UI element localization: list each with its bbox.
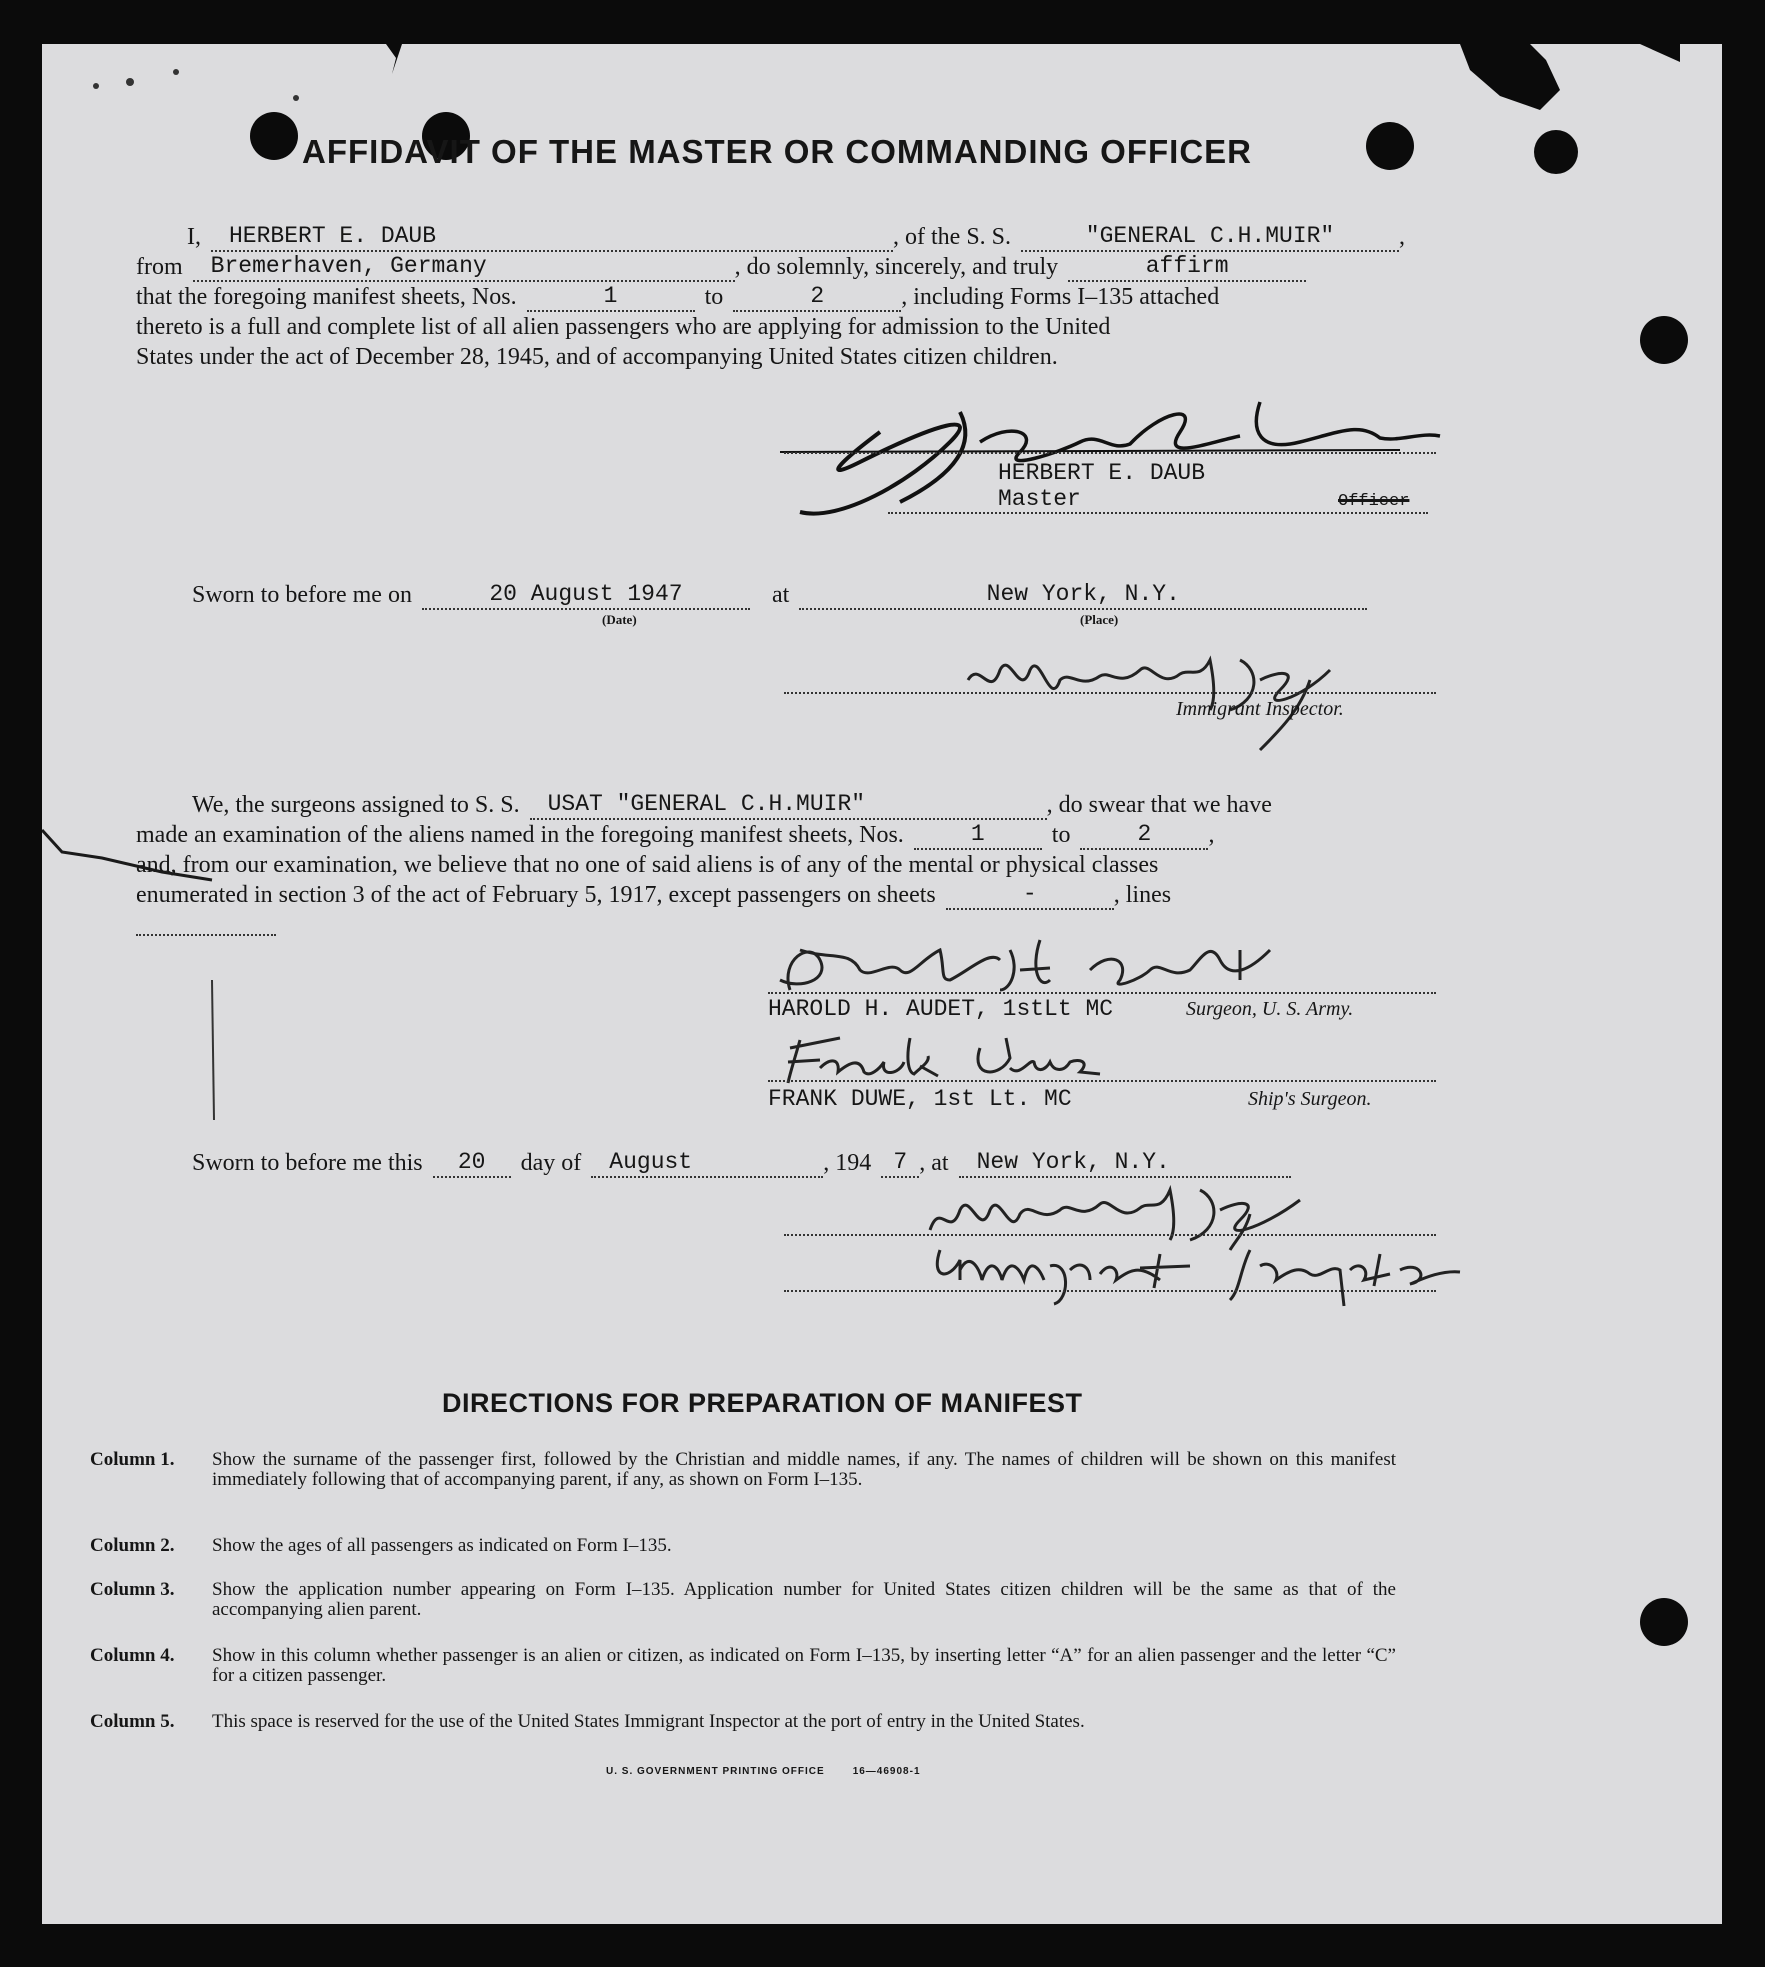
punch-hole (1640, 1598, 1688, 1646)
master-name-field: HERBERT E. DAUB (211, 223, 893, 252)
surgeon-2-signature-line (768, 1080, 1436, 1082)
direction-label: Column 4. (90, 1645, 175, 1666)
inspector-signature-2 (920, 1170, 1480, 1310)
direction-text: This space is reserved for the use of the United States Immigrant Inspector at the port of entry in the United States. (212, 1711, 1085, 1732)
direction-column-2 (90, 1536, 1396, 1556)
ship-name-field: "GENERAL C.H.MUIR" (1021, 223, 1399, 252)
origin-port-field: Bremerhaven, Germany (193, 253, 735, 282)
inspector-signature (960, 640, 1380, 750)
affidavit-line-5: States under the act of December 28, 1945, and of accompanying United States citizen children. (136, 344, 1058, 370)
affidavit-line-4: thereto is a full and complete list of all alien passengers who are applying for admission to the United (136, 314, 1111, 340)
master-signature-line (784, 452, 1436, 454)
surgeon-2-signature (780, 1028, 1140, 1088)
text: , do swear that we have (1046, 792, 1272, 818)
paper-tear (42, 800, 242, 1140)
text: made an examination of the aliens named in the foregoing manifest sheets, Nos. (136, 822, 904, 848)
direction-column-3 (90, 1580, 1396, 1620)
surgeon-1-caption: Surgeon, U. S. Army. (1186, 998, 1354, 1020)
text: , including Forms I–135 attached (901, 284, 1220, 310)
direction-text: Show the ages of all passengers as indicated on Form I–135. (212, 1535, 672, 1556)
text: I, (187, 224, 201, 250)
sworn-master-line (192, 580, 1367, 610)
text: Sworn to before me this (192, 1150, 423, 1176)
sworn-year-field: 7 (881, 1149, 919, 1178)
sworn-surgeons-place-field: New York, N.Y. (959, 1149, 1291, 1178)
affidavit-title: AFFIDAVIT OF THE MASTER OR COMMANDING OFFICER (302, 133, 1253, 170)
sworn-month-field: August (591, 1149, 823, 1178)
text: Sworn to before me on (192, 582, 412, 608)
direction-label: Column 5. (90, 1711, 175, 1732)
place-caption: (Place) (1080, 612, 1119, 627)
affidavit-line-2 (136, 252, 1306, 282)
text: from (136, 254, 183, 280)
direction-column-4 (90, 1646, 1396, 1686)
direction-column-1 (90, 1450, 1396, 1490)
text: to (704, 284, 724, 310)
directions-title: DIRECTIONS FOR PREPARATION OF MANIFEST (442, 1388, 1083, 1418)
form-number: 16—46908-1 (852, 1766, 921, 1777)
text: , (1399, 224, 1406, 250)
direction-text: Show in this column whether passenger is an alien or citizen, as indicated on Form I–135, by inserting letter “A” for an alien passenger and the letter “C” for a citizen passenger. (212, 1645, 1396, 1686)
inspector-title-line (784, 1290, 1436, 1292)
except-sheets-field: - (946, 881, 1114, 910)
footer (606, 1766, 921, 1777)
text: , do solemnly, sincerely, and truly (734, 254, 1059, 280)
sworn-day-field: 20 (433, 1149, 511, 1178)
date-caption: (Date) (602, 612, 637, 627)
master-title-line (888, 512, 1428, 514)
surgeons-line-4 (136, 880, 1171, 910)
struck-officer-text: Officer (1338, 492, 1410, 511)
master-typed-title: Master (998, 486, 1081, 512)
master-typed-name: HERBERT E. DAUB (998, 460, 1206, 486)
direction-text: Show the application number appearing on Form I–135. Application number for United States citizen children will be the same as that of the accompanying alien parent. (212, 1579, 1396, 1620)
punch-hole (1640, 316, 1688, 364)
surgeons-line-1 (192, 790, 1272, 820)
inspector-signature-line (784, 692, 1436, 694)
text: , 194 (823, 1150, 872, 1176)
surgeon-1-signature (770, 930, 1290, 1000)
surgeon-2-caption: Ship's Surgeon. (1248, 1088, 1372, 1110)
sworn-place-field: New York, N.Y. (799, 581, 1367, 610)
text: to (1051, 822, 1071, 848)
text: , lines (1113, 882, 1172, 908)
direction-label: Column 2. (90, 1535, 175, 1556)
text: , of the S. S. (893, 224, 1012, 250)
sheets-to-field: 2 (733, 283, 901, 312)
surgeon-1-signature-line (768, 992, 1436, 994)
inspector-caption: Immigrant Inspector. (1176, 698, 1344, 720)
text: that the foregoing manifest sheets, Nos. (136, 284, 517, 310)
text: We, the surgeons assigned to S. S. (192, 792, 520, 818)
direction-label: Column 3. (90, 1579, 175, 1600)
direction-column-5 (90, 1712, 1396, 1732)
text: day of (520, 1150, 582, 1176)
sworn-date-field: 20 August 1947 (422, 581, 750, 610)
surgeon-sheets-to-field: 2 (1080, 821, 1208, 850)
direction-label: Column 1. (90, 1449, 175, 1470)
text: , at (919, 1150, 949, 1176)
text: at (771, 582, 790, 608)
inspector-signature-2-line (784, 1234, 1436, 1236)
direction-text: Show the surname of the passenger first, followed by the Christian and middle names, if any. The names of children will be shown on this manifest immediately following that of accompanying parent, if any, as shown on Form I–135. (212, 1449, 1396, 1490)
affidavit-line-1 (187, 222, 1405, 252)
oath-type-field: affirm (1068, 253, 1306, 282)
text: , (1208, 822, 1215, 848)
surgeons-line-3: and, from our examination, we believe that no one of said aliens is of any of the mental or physical classes (136, 852, 1159, 878)
surgeon-sheets-from-field: 1 (914, 821, 1042, 850)
text: enumerated in section 3 of the act of February 5, 1917, except passengers on sheets (136, 882, 936, 908)
surgeons-line-2 (136, 820, 1214, 850)
printer-imprint: U. S. GOVERNMENT PRINTING OFFICE (606, 1766, 825, 1777)
surgeon-2-typed-name: FRANK DUWE, 1st Lt. MC (768, 1086, 1072, 1112)
surgeon-1-typed-name: HAROLD H. AUDET, 1stLt MC (768, 996, 1114, 1022)
sheets-from-field: 1 (527, 283, 695, 312)
affidavit-line-3 (136, 282, 1219, 312)
surgeons-ship-field: USAT "GENERAL C.H.MUIR" (530, 791, 1047, 820)
